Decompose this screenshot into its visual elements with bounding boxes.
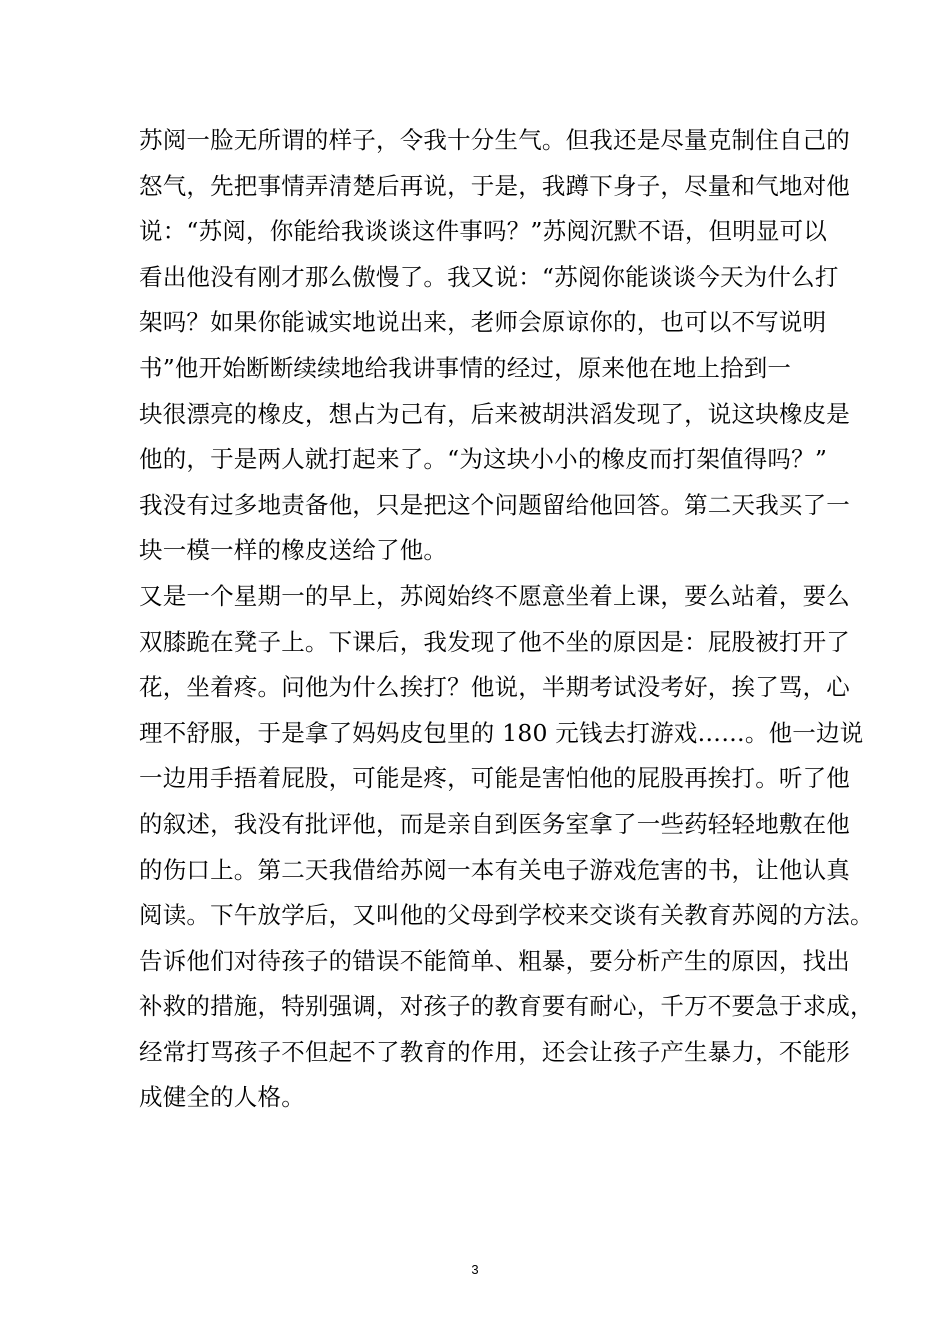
text-line-20: 补救的措施，特别强调，对孩子的教育要有耐心，千万不要急于求成，: [139, 992, 874, 1021]
text-line-18: 阅读。下午放学后，又叫他的父母到学校来交谈有关教育苏阅的方法。: [139, 901, 874, 930]
text-line-5: 架吗？如果你能诚实地说出来，老师会原谅你的，也可以不写说明: [139, 308, 827, 337]
text-line-3: 说：“苏阅，你能给我谈谈这件事吗？”苏阅沉默不语，但明显可以: [139, 217, 828, 246]
body-text: [139, 118, 874, 1121]
text-line-21: 经常打骂孩子不但起不了教育的作用，还会让孩子产生暴力，不能形: [139, 1037, 850, 1066]
text-line-4: 看出他没有刚才那么傲慢了。我又说：“苏阅你能谈谈今天为什么打: [139, 262, 839, 291]
text-line-8: 他的，于是两人就打起来了。“为这块小小的橡皮而打架值得吗？”: [139, 445, 828, 474]
text-line-11: 又是一个星期一的早上，苏阅始终不愿意坐着上课，要么站着，要么: [139, 581, 850, 610]
text-line-19: 告诉他们对待孩子的错误不能简单、粗暴，要分析产生的原因，找出: [139, 946, 850, 975]
text-line-1: 苏阅一脸无所谓的样子，令我十分生气。但我还是尽量克制住自己的: [139, 126, 850, 154]
text-line-13: 花，坐着疼。问他为什么挨打？他说，半期考试没考好，挨了骂，心: [139, 673, 850, 702]
text-line-9: 我没有过多地责备他，只是把这个问题留给他回答。第二天我买了一: [139, 490, 850, 519]
text-line-12: 双膝跪在凳子上。下课后，我发现了他不坐的原因是：屁股被打开了: [139, 627, 850, 656]
text-line-15: 一边用手捂着屁股，可能是疼，可能是害怕他的屁股再挨打。听了他: [139, 764, 850, 793]
text-line-10: 块一模一样的橡皮送给了他。: [139, 536, 448, 565]
page-number: 3: [471, 1262, 479, 1277]
text-line-16: 的叙述，我没有批评他，而是亲自到医务室拿了一些药轻轻地敷在他: [139, 809, 850, 838]
text-line-14: 理不舒服，于是拿了妈妈皮包里的 180 元钱去打游戏……。他一边说: [139, 718, 864, 747]
text-line-7: 块很漂亮的橡皮，想占为己有，后来被胡洪滔发现了，说这块橡皮是: [139, 399, 850, 428]
text-line-2: 怒气，先把事情弄清楚后再说，于是，我蹲下身子，尽量和气地对他: [139, 171, 850, 200]
text-line-22: 成健全的人格。: [139, 1083, 305, 1112]
text-line-6: 书”他开始断断续续地给我讲事情的经过，原来他在地上拾到一: [139, 353, 792, 382]
text-line-17: 的伤口上。第二天我借给苏阅一本有关电子游戏危害的书，让他认真: [139, 855, 850, 884]
